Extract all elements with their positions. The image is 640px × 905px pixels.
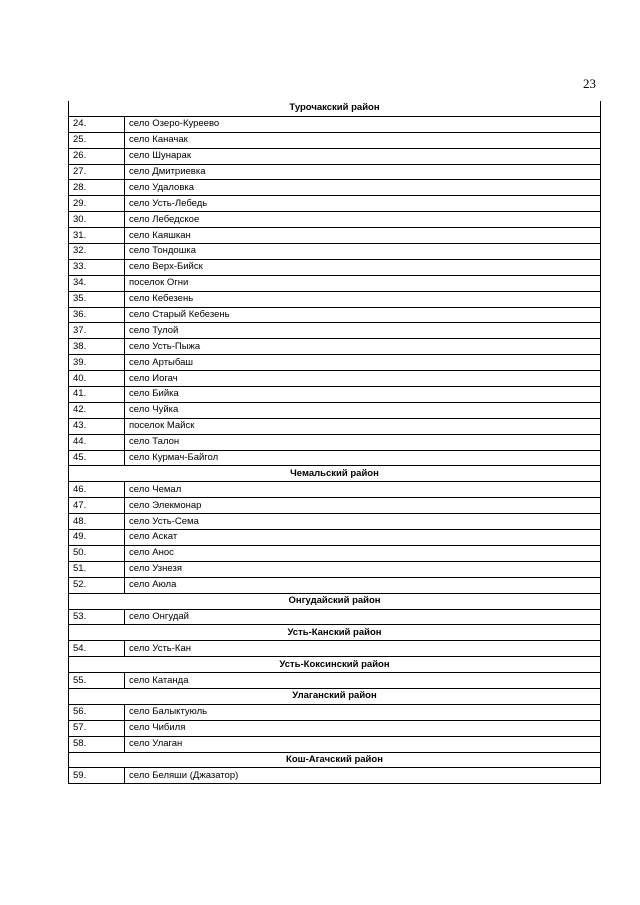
table-row [69,164,601,180]
settlement-name: поселок Майск [125,418,601,434]
table-row [69,609,601,625]
settlement-name: село Верх-Бийск [125,259,601,275]
settlement-name: село Беляши (Джазатор) [125,768,601,784]
settlement-name: село Аскат [125,530,601,546]
table-row [69,116,601,132]
settlement-name: село Чуйка [125,402,601,418]
row-number: 57. [69,720,125,736]
table-row [69,720,601,736]
settlement-name: село Талон [125,434,601,450]
row-number: 27. [69,164,125,180]
district-name: Чемальский район [69,466,601,482]
district-name: Улаганский район [69,688,601,704]
table-row [69,387,601,403]
row-number: 48. [69,514,125,530]
settlements-table [68,101,601,784]
settlement-name: село Шунарак [125,148,601,164]
settlement-name: село Дмитриевка [125,164,601,180]
settlement-name: село Усть-Сема [125,514,601,530]
settlement-name: село Анос [125,545,601,561]
row-number: 51. [69,561,125,577]
page-number: 23 [583,76,596,91]
settlement-name: село Аюла [125,577,601,593]
row-number: 58. [69,736,125,752]
settlements-table-body [69,101,601,784]
district-name: Онгудайский район [69,593,601,609]
settlement-name: село Старый Кебезень [125,307,601,323]
table-row [69,704,601,720]
settlement-name: село Усть-Кан [125,641,601,657]
row-number: 36. [69,307,125,323]
settlement-name: село Усть-Пыжа [125,339,601,355]
table-row [69,768,601,784]
row-number: 33. [69,259,125,275]
row-number: 50. [69,545,125,561]
settlement-name: село Лебедское [125,212,601,228]
district-header-row [69,466,601,482]
table-row [69,228,601,244]
row-number: 56. [69,704,125,720]
row-number: 45. [69,450,125,466]
district-name: Усть-Канский район [69,625,601,641]
settlement-name: село Улаган [125,736,601,752]
row-number: 38. [69,339,125,355]
row-number: 53. [69,609,125,625]
row-number: 59. [69,768,125,784]
table-row [69,402,601,418]
settlement-name: поселок Огни [125,275,601,291]
settlement-name: село Озеро-Куреево [125,116,601,132]
table-row [69,577,601,593]
district-header-row [69,752,601,768]
table-row [69,307,601,323]
row-number: 47. [69,498,125,514]
row-number: 25. [69,132,125,148]
row-number: 55. [69,673,125,689]
row-number: 29. [69,196,125,212]
table-row [69,180,601,196]
row-number: 31. [69,228,125,244]
table-row [69,275,601,291]
settlement-name: село Чибиля [125,720,601,736]
district-name: Кош-Агачский район [69,752,601,768]
table-row [69,450,601,466]
table-row [69,482,601,498]
table-row [69,212,601,228]
table-row [69,132,601,148]
settlement-name: село Курмач-Байгол [125,450,601,466]
row-number: 43. [69,418,125,434]
table-row [69,418,601,434]
settlement-name: село Чемал [125,482,601,498]
row-number: 37. [69,323,125,339]
row-number: 39. [69,355,125,371]
row-number: 34. [69,275,125,291]
row-number: 28. [69,180,125,196]
settlement-name: село Кебезень [125,291,601,307]
table-row [69,291,601,307]
table-row [69,641,601,657]
table-row [69,244,601,260]
settlement-name: село Иогач [125,371,601,387]
table-row [69,545,601,561]
row-number: 32. [69,244,125,260]
district-header-row [69,657,601,673]
row-number: 54. [69,641,125,657]
settlement-name: село Усть-Лебедь [125,196,601,212]
settlement-name: село Каначак [125,132,601,148]
row-number: 26. [69,148,125,164]
table-row [69,196,601,212]
table-row [69,323,601,339]
settlement-name: село Бийка [125,387,601,403]
district-header-row [69,688,601,704]
table-row [69,434,601,450]
table-row [69,736,601,752]
settlement-name: село Элекмонар [125,498,601,514]
district-header-row [69,625,601,641]
row-number: 49. [69,530,125,546]
table-row [69,339,601,355]
table-row [69,673,601,689]
district-name: Усть-Коксинский район [69,657,601,673]
settlement-name: село Катанда [125,673,601,689]
row-number: 52. [69,577,125,593]
row-number: 35. [69,291,125,307]
table-row [69,514,601,530]
table-row [69,530,601,546]
table-row [69,148,601,164]
settlement-name: село Тулой [125,323,601,339]
settlement-name: село Тондошка [125,244,601,260]
table-row [69,371,601,387]
table-row [69,355,601,371]
row-number: 44. [69,434,125,450]
settlement-name: село Каяшкан [125,228,601,244]
district-header-row [69,101,601,116]
settlement-name: село Узнезя [125,561,601,577]
row-number: 24. [69,116,125,132]
row-number: 41. [69,387,125,403]
table-row [69,561,601,577]
settlement-name: село Онгудай [125,609,601,625]
table-row [69,259,601,275]
row-number: 46. [69,482,125,498]
district-header-row [69,593,601,609]
row-number: 30. [69,212,125,228]
table-row [69,498,601,514]
district-name: Турочакский район [69,101,601,116]
row-number: 40. [69,371,125,387]
settlement-name: село Артыбаш [125,355,601,371]
row-number: 42. [69,402,125,418]
settlement-name: село Удаловка [125,180,601,196]
settlement-name: село Балыктуюль [125,704,601,720]
